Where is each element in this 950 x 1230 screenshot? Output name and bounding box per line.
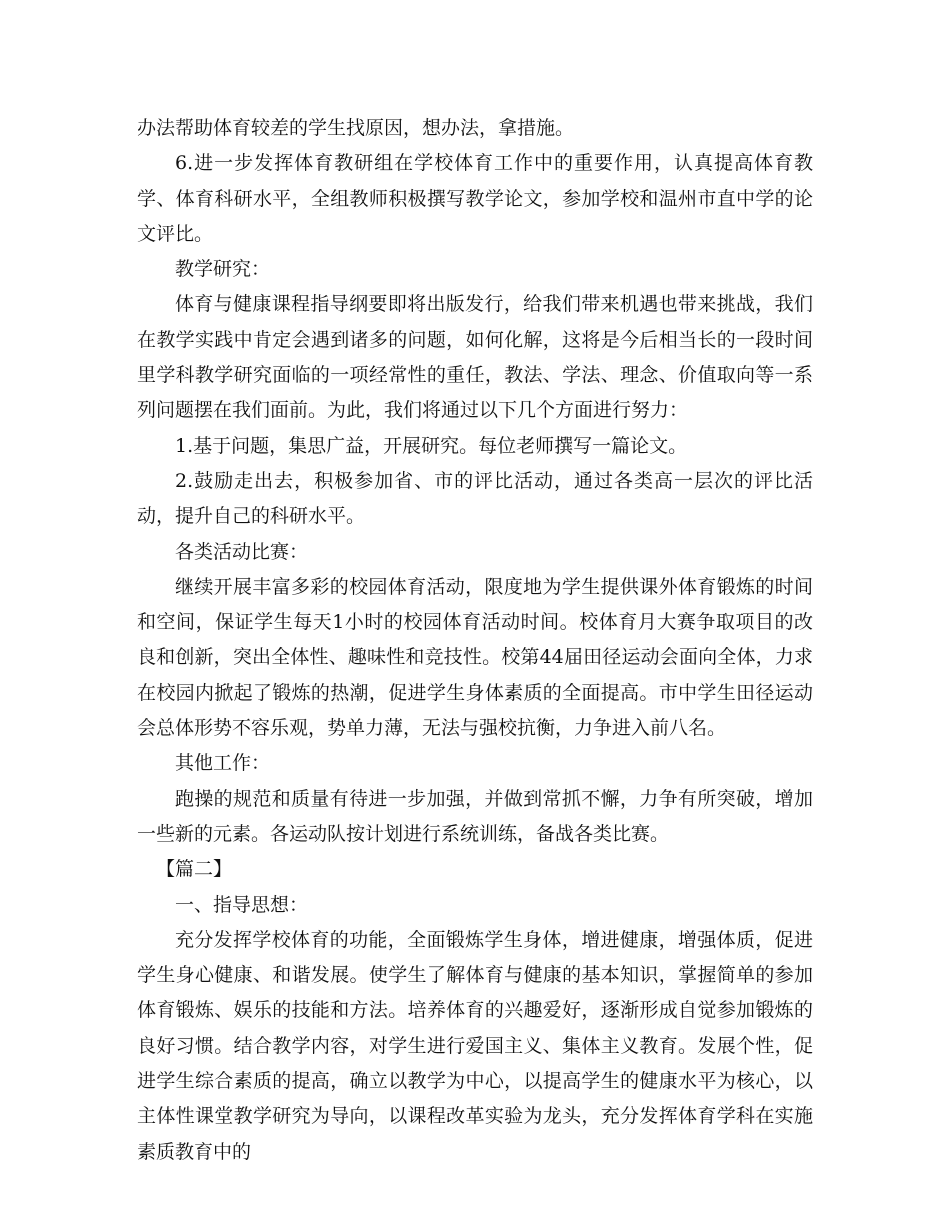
paragraph-activities: 继续开展丰富多彩的校园体育活动，限度地为学生提供课外体育锻炼的时间和空间，保证学生每天1小时的校园体育活动时间。校体育月大赛争取项目的改良和创新，突出全体性、趣味性和竞技性。校第44届田径运动会面向全体，力求在校园内掀起了锻炼的热潮，促进学生身体素质的全面提高。市中学生田径运动会总体形势不容乐观，势单力薄，无法与强校抗衡，力争进入前八名。	[137, 575, 813, 740]
paragraph-continuation: 办法帮助体育较差的学生找原因，想办法，拿措施。	[137, 117, 575, 139]
paragraph-item-6: 6.进一步发挥体育教研组在学校体育工作中的重要作用，认真提高体育教学、体育科研水平，全组教师积极撰写教学论文，参加学校和温州市直中学的论文评比。	[137, 152, 813, 245]
paragraph-guiding-ideology: 充分发挥学校体育的功能，全面锻炼学生身体，增进健康，增强体质，促进学生身心健康、和谐发展。使学生了解体育与健康的基本知识，掌握简单的参加体育锻炼、娱乐的技能和方法。培养体育的兴趣爱好，逐渐形成自觉参加锻炼的良好习惯。结合教学内容，对学生进行爱国主义、集体主义教育。发展个性，促进学生综合素质的提高，确立以教学为中心，以提高学生的健康水平为核心，以主体性课堂教学研究为导向，以课程改革实验为龙头，充分发挥体育学科在实施素质教育中的	[137, 928, 813, 1163]
paragraph-research-item-1: 1.基于问题，集思广益，开展研究。每位老师撰写一篇论文。	[175, 434, 688, 457]
heading-other-work: 其他工作：	[175, 752, 271, 775]
paragraph-teaching-research: 体育与健康课程指导纲要即将出版发行，给我们带来机遇也带来挑战，我们在教学实践中肯定会遇到诸多的问题，如何化解，这将是今后相当长的一段时间里学科教学研究面临的一项经常性的重任，教法、学法、理念、价值取向等一系列问题摆在我们面前。为此，我们将通过以下几个方面进行努力：	[137, 293, 813, 422]
document-body	[137, 111, 813, 1170]
heading-teaching-research: 教学研究：	[175, 258, 271, 281]
paragraph-research-item-2: 2.鼓励走出去，积极参加省、市的评比活动，通过各类高一层次的评比活动，提升自己的科研水平。	[137, 469, 813, 528]
section-marker-part-two: 【篇二】	[156, 858, 233, 881]
heading-guiding-ideology: 一、指导思想：	[175, 893, 309, 916]
paragraph-other-work: 跑操的规范和质量有待进一步加强，并做到常抓不懈，力争有所突破，增加一些新的元素。各运动队按计划进行系统训练，备战各类比赛。	[137, 787, 813, 845]
heading-activities: 各类活动比赛：	[175, 540, 309, 563]
